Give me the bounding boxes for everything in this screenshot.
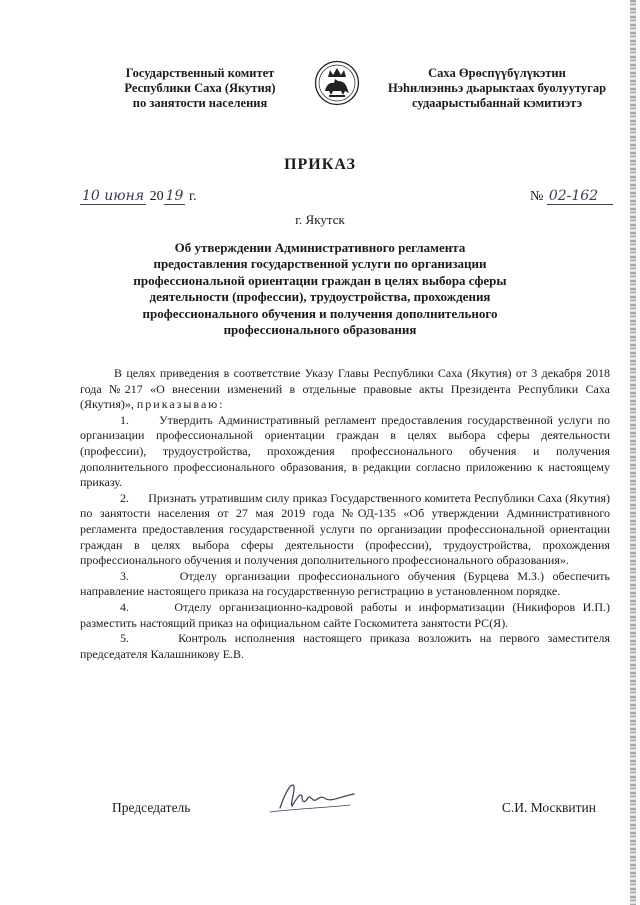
document-subject bbox=[120, 240, 520, 338]
order-item bbox=[80, 413, 610, 491]
city: г. Якутск bbox=[295, 212, 345, 227]
item-number: 1. bbox=[120, 412, 129, 427]
subject-line: деятельности (профессии), трудоустройства, прохождения bbox=[149, 289, 491, 305]
subject-line: предоставления государственной услуги по организации bbox=[153, 256, 487, 272]
item-number: 2. bbox=[120, 490, 129, 505]
order-item bbox=[80, 600, 610, 631]
header-left-line: Государственный комитет bbox=[125, 66, 275, 80]
header-right-line: Саха Өрөспүүбүлүкэтин bbox=[428, 66, 566, 80]
item-text: Утвердить Административный регламент предоставления государственной услуги по организации профессиональной ориентации граждан в целях выбора сферы деятельности (профессии), трудоустройства, прохождения профессионального обучения и получения дополнительного профессионального образования, в редакции согласно приложению к настоящему приказу. bbox=[80, 412, 610, 490]
order-title: ПРИКАЗ bbox=[284, 156, 356, 173]
header-right bbox=[372, 66, 622, 111]
header-right-line: Нэһилиэнньэ дьарыктаах буолуутугар bbox=[387, 81, 607, 95]
header-left-line: по занятости населения bbox=[132, 96, 268, 110]
preamble-paragraph bbox=[80, 366, 610, 413]
order-date bbox=[80, 188, 197, 205]
number-handwritten: 02-162 bbox=[547, 188, 613, 205]
subject-line: профессионального образования bbox=[223, 322, 417, 338]
number-sign: № bbox=[530, 189, 544, 204]
item-number: 4. bbox=[120, 599, 129, 614]
item-number: 3. bbox=[120, 568, 129, 583]
item-text: Отделу организации профессионального обучения (Бурцева М.З.) обеспечить направление настоящего приказа на государственную регистрацию в установленном порядке. bbox=[80, 568, 611, 599]
header-left-line: Республики Саха (Якутия) bbox=[124, 81, 276, 95]
header-right-line: судаарыстыбаннай кэмитиэтэ bbox=[412, 96, 582, 110]
date-handwritten: 10 июня bbox=[82, 188, 145, 204]
order-item bbox=[80, 569, 610, 600]
date-year-prefix: 20 bbox=[149, 189, 164, 204]
item-text: Признать утратившим силу приказ Государственного комитета Республики Саха (Якутия) по занятости населения от 27 мая 2019 года №ОД-135 «Об утверждении Административного регламента предоставления государственной услуги по организации профессиональной ориентации граждан в целях выбора сферы деятельности (профессии), трудоустройства, прохождения профессионального обучения и получения дополнительного профессионального образования». bbox=[80, 490, 611, 568]
order-number bbox=[530, 188, 613, 205]
item-text: Контроль исполнения настоящего приказа возложить на первого заместителя председателя Калашникову Е.В. bbox=[80, 631, 610, 661]
document-body bbox=[80, 366, 610, 662]
year-handwritten: 19 bbox=[165, 188, 184, 204]
order-item bbox=[80, 491, 610, 569]
signature-icon bbox=[262, 778, 382, 818]
preamble-text: В целях приведения в соответствие Указу Главы Республики Саха (Якутия) от 3 декабря 2018 года №217 «О внесении изменений в отдельные правовые акты Президента Республики Саха (Якутия)», bbox=[80, 366, 610, 412]
header-left bbox=[100, 66, 300, 111]
item-text: Отделу организационно-кадровой работы и информатизации (Никифоров И.П.) разместить настоящий приказ на официальном сайте Госкомитета занятости РС(Я). bbox=[80, 599, 611, 630]
subject-line: Об утверждении Административного регламента bbox=[174, 240, 466, 255]
item-number: 5. bbox=[120, 631, 129, 646]
signer-role: Председатель bbox=[112, 800, 191, 815]
order-item bbox=[80, 631, 610, 662]
subject-line: профессиональной ориентации граждан в целях выбора сферы bbox=[133, 272, 507, 288]
scan-edge bbox=[630, 0, 636, 905]
date-suffix: г. bbox=[188, 189, 197, 204]
subject-line: профессионального обучения и получения дополнительного bbox=[142, 305, 498, 321]
coat-of-arms-icon bbox=[314, 60, 360, 106]
preamble-command: приказываю: bbox=[136, 397, 225, 412]
signer-name: С.И. Москвитин bbox=[501, 800, 596, 815]
